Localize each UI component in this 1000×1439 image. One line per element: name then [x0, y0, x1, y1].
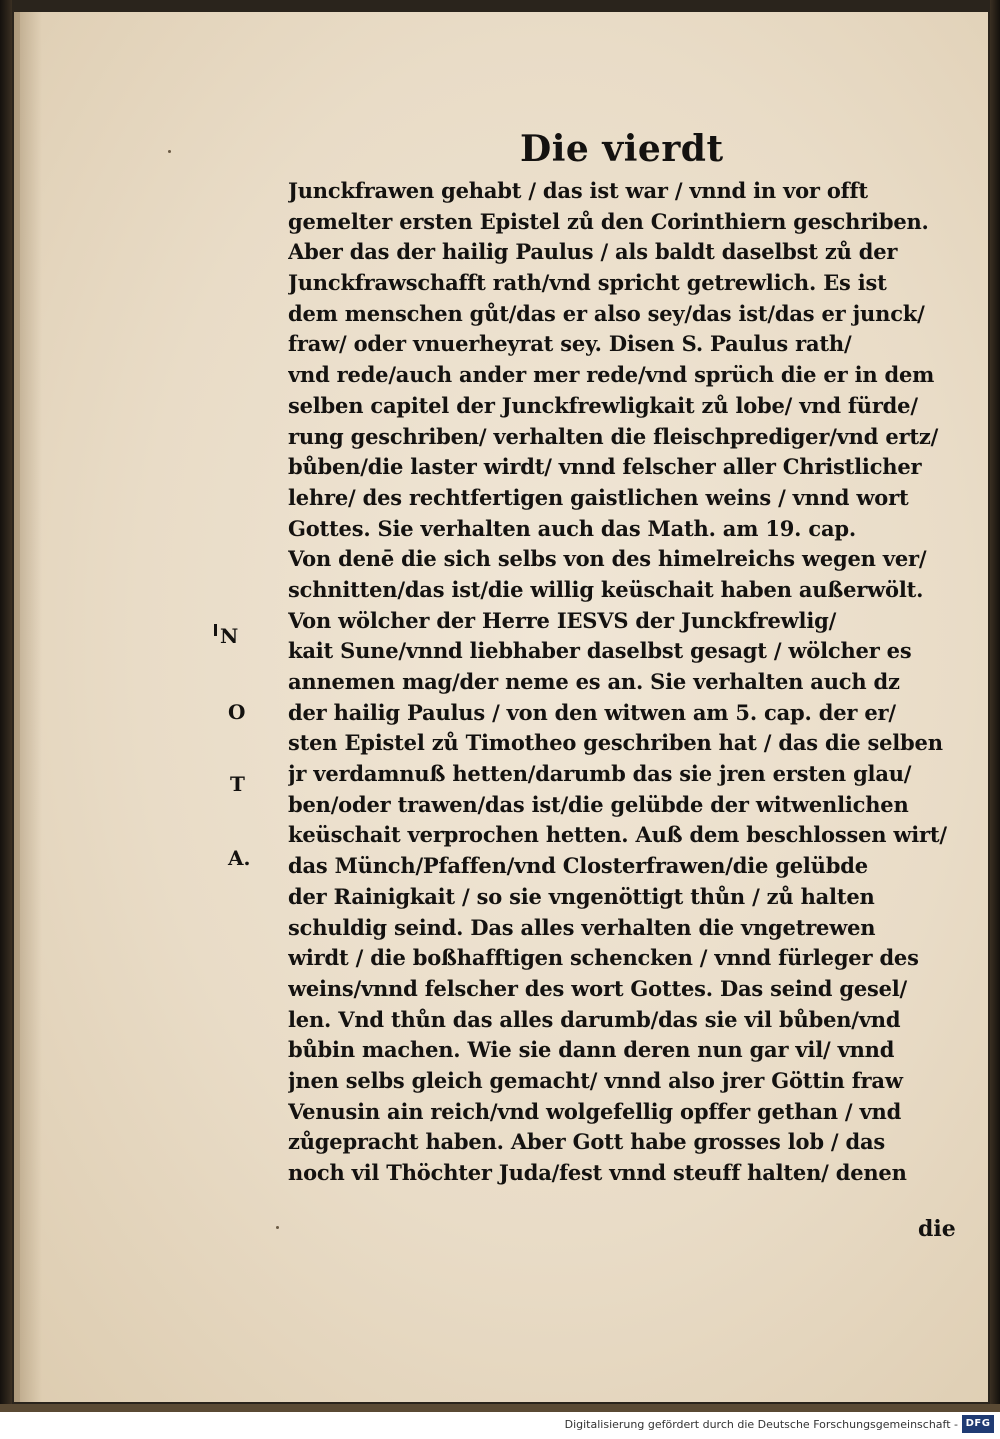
text-line: fraw/ oder vnuerheyrat sey. Disen S. Paulus rath/ — [288, 331, 852, 357]
text-line: bůbin machen. Wie sie dann deren nun gar vil/ vnnd — [288, 1037, 895, 1063]
margin-note-letter: O — [228, 700, 246, 724]
text-line: dem menschen gůt/das er also sey/das ist/das er junck/ — [288, 300, 925, 326]
body-text — [288, 176, 968, 1189]
text-line: jr verdamnuß hetten/darumb das sie jren ersten glau/ — [288, 761, 912, 787]
text-line: sten Epistel zů Timotheo geschriben hat / das die selben — [288, 730, 943, 756]
gutter-shadow — [14, 12, 42, 1402]
text-line: ben/oder trawen/das ist/die gelübde der witwenlichen — [288, 791, 909, 817]
text-line: Venusin ain reich/vnd wolgefellig opffer gethan / vnd — [288, 1098, 902, 1124]
text-line: Aber das der hailig Paulus / als baldt daselbst zů der — [288, 239, 898, 265]
paper-speck — [276, 1226, 279, 1229]
text-line: annemen mag/der neme es an. Sie verhalten auch dz — [288, 669, 900, 694]
text-line: das Münch/Pfaffen/vnd Closterfrawen/die gelübde — [288, 853, 868, 879]
text-line: bůben/die laster wirdt/ vnnd felscher aller Christlicher — [288, 454, 922, 480]
text-line: Von denē die sich selbs von des himelreichs wegen ver/ — [288, 546, 927, 572]
text-line: selben capitel der Junckfrewligkait zů lobe/ vnd fürde/ — [288, 392, 918, 418]
margin-note-letter: A. — [228, 846, 251, 870]
running-head: Die vierdt — [520, 128, 724, 170]
left-edge — [0, 0, 12, 1412]
text-line: wirdt / die boßhafftigen schencken / vnnd fürleger des — [288, 945, 919, 971]
text-line: vnd rede/auch ander mer rede/vnd sprüch die er in dem — [288, 362, 935, 388]
funding-credit: Digitalisierung gefördert durch die Deutsche Forschungsgemeinschaft - — [564, 1418, 958, 1431]
paper-speck — [168, 150, 171, 153]
text-line: rung geschriben/ verhalten die fleischprediger/vnd ertz/ — [288, 423, 939, 449]
dfg-logo: DFG — [962, 1415, 994, 1433]
text-line: Junckfrawschafft rath/vnd spricht getrewlich. Es ist — [288, 270, 887, 296]
text-line: Gottes. Sie verhalten auch das Math. am 19. cap. — [288, 515, 856, 541]
catchword: die — [918, 1216, 956, 1242]
text-line: schuldig seind. Das alles verhalten die vngetrewen — [288, 914, 876, 940]
text-line: noch vil Thöchter Juda/fest vnnd steuff halten/ denen — [288, 1160, 907, 1185]
text-line: lehre/ des rechtfertigen gaistlichen weins / vnnd wort — [288, 484, 909, 510]
text-line: kait Sune/vnnd liebhaber daselbst gesagt / wölcher es — [288, 638, 912, 664]
bottom-edge — [0, 1404, 1000, 1412]
text-line: der hailig Paulus / von den witwen am 5. cap. der er/ — [288, 699, 896, 725]
text-line: schnitten/das ist/die willig keüschait haben außerwölt. — [288, 576, 924, 602]
text-line: Junckfrawen gehabt / das ist war / vnnd in vor offt — [288, 178, 868, 203]
text-line: jnen selbs gleich gemacht/ vnnd also jrer Göttin fraw — [288, 1067, 903, 1093]
text-line: Von wölcher der Herre IESVS der Junckfrewlig/ — [288, 607, 837, 633]
text-line: keüschait verprochen hetten. Auß dem beschlossen wirt/ — [288, 822, 947, 848]
text-line: zůgepracht haben. Aber Gott habe grosses lob / das — [288, 1129, 886, 1155]
right-edge — [990, 0, 1000, 1412]
margin-mark — [214, 624, 217, 636]
text-line: der Rainigkait / so sie vngenöttigt thůn / zů halten — [288, 883, 875, 909]
text-line: len. Vnd thůn das alles darumb/das sie vil bůben/vnd — [288, 1006, 901, 1032]
text-line: gemelter ersten Epistel zů den Corinthiern geschriben. — [288, 208, 929, 234]
margin-note-letter: N — [220, 624, 239, 648]
margin-note-letter: T — [230, 772, 245, 796]
text-line: weins/vnnd felscher des wort Gottes. Das seind gesel/ — [288, 975, 908, 1001]
